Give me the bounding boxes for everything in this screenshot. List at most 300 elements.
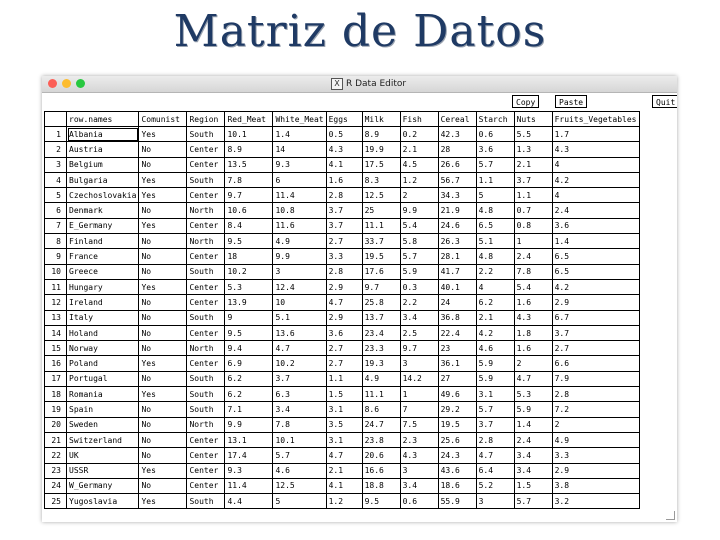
data-cell[interactable]: 1 xyxy=(400,387,438,402)
data-cell[interactable]: 4 xyxy=(552,157,639,172)
data-cell[interactable]: 4.2 xyxy=(552,172,639,187)
data-cell[interactable]: 0.3 xyxy=(400,279,438,294)
data-cell[interactable]: 25.8 xyxy=(362,295,400,310)
data-cell[interactable]: South xyxy=(187,402,225,417)
data-cell[interactable]: 5.3 xyxy=(225,279,273,294)
data-cell[interactable]: Yugoslavia xyxy=(67,494,139,509)
data-cell[interactable]: 5.9 xyxy=(514,402,552,417)
data-cell[interactable]: No xyxy=(139,325,187,340)
data-cell[interactable]: 2.5 xyxy=(400,325,438,340)
data-cell[interactable]: 3 xyxy=(273,264,326,279)
data-cell[interactable]: 4.9 xyxy=(362,371,400,386)
data-cell[interactable]: 34.3 xyxy=(438,188,476,203)
data-cell[interactable]: South xyxy=(187,371,225,386)
data-cell[interactable]: Center xyxy=(187,279,225,294)
data-cell[interactable]: 23 xyxy=(438,341,476,356)
data-cell[interactable]: 8.4 xyxy=(225,218,273,233)
data-cell[interactable]: 9.9 xyxy=(273,249,326,264)
data-cell[interactable]: No xyxy=(139,448,187,463)
data-cell[interactable]: 7.1 xyxy=(225,402,273,417)
data-cell[interactable]: 6.5 xyxy=(552,249,639,264)
data-cell[interactable]: 6.4 xyxy=(476,463,514,478)
data-cell[interactable]: 4.7 xyxy=(476,448,514,463)
data-cell[interactable]: 14.2 xyxy=(400,371,438,386)
data-cell[interactable]: 23.8 xyxy=(362,432,400,447)
data-cell[interactable]: E_Germany xyxy=(67,218,139,233)
data-cell[interactable]: 16.6 xyxy=(362,463,400,478)
data-cell[interactable]: 2.4 xyxy=(552,203,639,218)
data-cell[interactable]: 4.1 xyxy=(326,157,362,172)
data-cell[interactable]: Center xyxy=(187,188,225,203)
data-cell[interactable]: 21.9 xyxy=(438,203,476,218)
data-cell[interactable]: 6.7 xyxy=(552,310,639,325)
data-cell[interactable]: South xyxy=(187,264,225,279)
data-cell[interactable]: 19.3 xyxy=(362,356,400,371)
data-cell[interactable]: 43.6 xyxy=(438,463,476,478)
data-cell[interactable]: 6.5 xyxy=(476,218,514,233)
data-cell[interactable]: 4 xyxy=(552,188,639,203)
data-cell[interactable]: 4.6 xyxy=(476,341,514,356)
data-cell[interactable]: 28.1 xyxy=(438,249,476,264)
data-cell[interactable]: 2.1 xyxy=(326,463,362,478)
data-cell[interactable]: Center xyxy=(187,448,225,463)
data-cell[interactable]: 1.2 xyxy=(326,494,362,509)
column-header-fish[interactable]: Fish xyxy=(400,112,438,127)
data-cell[interactable]: 26.3 xyxy=(438,234,476,249)
data-cell[interactable]: Belgium xyxy=(67,157,139,172)
minimize-window-button[interactable] xyxy=(62,79,71,88)
data-cell[interactable]: 10.2 xyxy=(225,264,273,279)
data-cell[interactable]: 5.7 xyxy=(476,402,514,417)
data-cell[interactable]: 24.6 xyxy=(438,218,476,233)
data-cell[interactable]: 5.2 xyxy=(476,478,514,493)
data-cell[interactable]: 0.7 xyxy=(514,203,552,218)
data-cell[interactable]: 7.9 xyxy=(552,371,639,386)
data-cell[interactable]: 5.3 xyxy=(514,387,552,402)
data-cell[interactable]: 1.4 xyxy=(552,234,639,249)
data-cell[interactable]: 9.4 xyxy=(225,341,273,356)
data-cell[interactable]: North xyxy=(187,234,225,249)
data-cell[interactable]: No xyxy=(139,142,187,157)
data-cell[interactable]: 10.8 xyxy=(273,203,326,218)
data-cell[interactable]: 2 xyxy=(552,417,639,432)
data-cell[interactable]: Spain xyxy=(67,402,139,417)
data-cell[interactable]: 2.9 xyxy=(552,295,639,310)
data-cell[interactable]: 5.4 xyxy=(514,279,552,294)
data-cell[interactable]: Center xyxy=(187,157,225,172)
data-cell[interactable]: 36.8 xyxy=(438,310,476,325)
close-window-button[interactable] xyxy=(48,79,57,88)
data-cell[interactable]: 1.5 xyxy=(514,478,552,493)
data-cell[interactable]: 4.5 xyxy=(400,157,438,172)
data-cell[interactable]: 1.2 xyxy=(400,172,438,187)
data-cell[interactable]: North xyxy=(187,417,225,432)
data-cell[interactable]: 3.1 xyxy=(326,402,362,417)
data-cell[interactable]: 1.3 xyxy=(514,142,552,157)
data-cell[interactable]: 4.3 xyxy=(326,142,362,157)
data-cell[interactable]: 5.5 xyxy=(514,127,552,142)
data-cell[interactable]: No xyxy=(139,157,187,172)
data-cell[interactable]: 3 xyxy=(400,356,438,371)
data-cell[interactable]: 28 xyxy=(438,142,476,157)
column-header-nuts[interactable]: Nuts xyxy=(514,112,552,127)
data-cell[interactable]: 4.6 xyxy=(273,463,326,478)
data-cell[interactable]: 3.5 xyxy=(326,417,362,432)
data-cell[interactable]: Austria xyxy=(67,142,139,157)
data-cell[interactable]: 19.9 xyxy=(362,142,400,157)
data-cell[interactable]: 13.7 xyxy=(362,310,400,325)
data-cell[interactable]: 4.3 xyxy=(514,310,552,325)
data-cell[interactable]: 6.3 xyxy=(273,387,326,402)
data-cell[interactable]: 10.2 xyxy=(273,356,326,371)
data-cell[interactable]: 9.9 xyxy=(225,417,273,432)
data-cell[interactable]: 5.9 xyxy=(476,356,514,371)
data-cell[interactable]: Yes xyxy=(139,279,187,294)
data-cell[interactable]: 6.9 xyxy=(225,356,273,371)
data-cell[interactable]: South xyxy=(187,387,225,402)
data-cell[interactable]: 4.3 xyxy=(400,448,438,463)
data-cell[interactable]: Hungary xyxy=(67,279,139,294)
data-cell[interactable]: 5.1 xyxy=(273,310,326,325)
data-cell[interactable]: Poland xyxy=(67,356,139,371)
data-cell[interactable]: 13.9 xyxy=(225,295,273,310)
data-cell[interactable]: 10.1 xyxy=(273,432,326,447)
data-cell[interactable]: 23.4 xyxy=(362,325,400,340)
data-cell[interactable]: 12.5 xyxy=(362,188,400,203)
data-cell[interactable]: 2.7 xyxy=(326,234,362,249)
data-cell[interactable]: 6 xyxy=(273,172,326,187)
data-cell[interactable]: 55.9 xyxy=(438,494,476,509)
data-cell[interactable]: 7.2 xyxy=(552,402,639,417)
data-cell[interactable]: 2 xyxy=(514,356,552,371)
data-cell[interactable]: 1.1 xyxy=(514,188,552,203)
data-cell[interactable]: 9.3 xyxy=(273,157,326,172)
data-cell[interactable]: 4.4 xyxy=(225,494,273,509)
data-cell[interactable]: 1.1 xyxy=(326,371,362,386)
data-cell[interactable]: No xyxy=(139,295,187,310)
data-cell[interactable]: 1.4 xyxy=(514,417,552,432)
data-cell[interactable]: 4.8 xyxy=(476,203,514,218)
data-cell[interactable]: 4.9 xyxy=(273,234,326,249)
data-cell[interactable]: 6.6 xyxy=(552,356,639,371)
zoom-window-button[interactable] xyxy=(76,79,85,88)
data-cell[interactable]: 9.5 xyxy=(362,494,400,509)
data-cell[interactable]: 1.1 xyxy=(476,172,514,187)
quit-button[interactable]: Quit xyxy=(652,95,677,108)
data-cell[interactable]: 0.2 xyxy=(400,127,438,142)
data-cell[interactable]: 0.6 xyxy=(476,127,514,142)
data-cell[interactable]: North xyxy=(187,341,225,356)
data-cell[interactable]: W_Germany xyxy=(67,478,139,493)
data-cell[interactable]: 8.9 xyxy=(225,142,273,157)
data-cell[interactable]: No xyxy=(139,203,187,218)
data-cell[interactable]: 0.6 xyxy=(400,494,438,509)
data-cell[interactable]: 25.6 xyxy=(438,432,476,447)
data-cell[interactable]: 14 xyxy=(273,142,326,157)
data-cell[interactable]: 13.1 xyxy=(225,432,273,447)
data-cell[interactable]: 24.3 xyxy=(438,448,476,463)
column-header-eggs[interactable]: Eggs xyxy=(326,112,362,127)
data-cell[interactable]: 13.6 xyxy=(273,325,326,340)
column-header-fruits-vegetables[interactable]: Fruits_Vegetables xyxy=(552,112,639,127)
data-cell[interactable]: 33.7 xyxy=(362,234,400,249)
data-cell[interactable]: Center xyxy=(187,142,225,157)
data-cell[interactable]: 5.7 xyxy=(476,157,514,172)
data-cell[interactable]: South xyxy=(187,127,225,142)
data-cell[interactable]: Center xyxy=(187,478,225,493)
data-cell[interactable]: Center xyxy=(187,432,225,447)
data-cell[interactable]: No xyxy=(139,310,187,325)
data-cell[interactable]: 10.6 xyxy=(225,203,273,218)
data-cell[interactable]: Yes xyxy=(139,387,187,402)
data-cell[interactable]: 8.9 xyxy=(362,127,400,142)
data-cell[interactable]: 6.5 xyxy=(552,264,639,279)
data-cell[interactable]: 3.7 xyxy=(273,371,326,386)
data-cell[interactable]: 3.4 xyxy=(273,402,326,417)
data-cell[interactable]: 5.7 xyxy=(514,494,552,509)
data-cell[interactable]: 9.3 xyxy=(225,463,273,478)
data-cell[interactable]: 0.8 xyxy=(514,218,552,233)
data-cell[interactable]: Center xyxy=(187,295,225,310)
data-cell[interactable]: 9.7 xyxy=(362,279,400,294)
data-cell[interactable]: 49.6 xyxy=(438,387,476,402)
data-cell[interactable]: 5.8 xyxy=(400,234,438,249)
data-cell[interactable]: 5.9 xyxy=(476,371,514,386)
data-cell[interactable]: Bulgaria xyxy=(67,172,139,187)
data-cell[interactable]: South xyxy=(187,172,225,187)
data-cell[interactable]: Czechoslovakia xyxy=(67,188,139,203)
data-cell[interactable]: 4.2 xyxy=(476,325,514,340)
data-cell[interactable]: 1.6 xyxy=(514,341,552,356)
data-cell[interactable]: Yes xyxy=(139,463,187,478)
column-header-comunist[interactable]: Comunist xyxy=(139,112,187,127)
data-cell[interactable]: 3.3 xyxy=(552,448,639,463)
data-cell[interactable]: 4.7 xyxy=(514,371,552,386)
data-cell[interactable]: No xyxy=(139,478,187,493)
data-cell[interactable]: 2.4 xyxy=(514,432,552,447)
data-cell[interactable]: 2.8 xyxy=(326,264,362,279)
data-cell[interactable]: Yes xyxy=(139,188,187,203)
data-cell[interactable]: 6.2 xyxy=(476,295,514,310)
data-cell[interactable]: 7 xyxy=(400,402,438,417)
data-cell[interactable]: 3.2 xyxy=(552,494,639,509)
data-cell[interactable]: 2.9 xyxy=(552,463,639,478)
data-cell[interactable]: North xyxy=(187,203,225,218)
data-cell[interactable]: 2.9 xyxy=(326,279,362,294)
data-cell[interactable]: Yes xyxy=(139,172,187,187)
data-cell[interactable]: 3.7 xyxy=(476,417,514,432)
data-cell[interactable]: Albania xyxy=(67,127,139,142)
data-cell[interactable]: 3.1 xyxy=(326,432,362,447)
data-cell[interactable]: 9.9 xyxy=(400,203,438,218)
data-cell[interactable]: 11.4 xyxy=(225,478,273,493)
data-cell[interactable]: Norway xyxy=(67,341,139,356)
data-cell[interactable]: 7.8 xyxy=(514,264,552,279)
data-cell[interactable]: 5.7 xyxy=(273,448,326,463)
paste-button[interactable]: Paste xyxy=(555,95,587,108)
data-cell[interactable]: Center xyxy=(187,325,225,340)
data-cell[interactable]: 8.6 xyxy=(362,402,400,417)
data-cell[interactable]: 5 xyxy=(476,188,514,203)
data-cell[interactable]: No xyxy=(139,432,187,447)
data-cell[interactable]: 3.7 xyxy=(514,172,552,187)
data-cell[interactable]: 56.7 xyxy=(438,172,476,187)
data-cell[interactable]: 36.1 xyxy=(438,356,476,371)
data-cell[interactable]: 9.5 xyxy=(225,325,273,340)
data-cell[interactable]: Switzerland xyxy=(67,432,139,447)
data-cell[interactable]: 22.4 xyxy=(438,325,476,340)
data-cell[interactable]: 1.6 xyxy=(326,172,362,187)
data-cell[interactable]: 2.7 xyxy=(552,341,639,356)
data-cell[interactable]: Yes xyxy=(139,356,187,371)
data-cell[interactable]: 2.4 xyxy=(514,249,552,264)
data-cell[interactable]: 20.6 xyxy=(362,448,400,463)
data-cell[interactable]: 10 xyxy=(273,295,326,310)
column-header-white-meat[interactable]: White_Meat xyxy=(273,112,326,127)
data-cell[interactable]: 17.4 xyxy=(225,448,273,463)
data-cell[interactable]: 1.8 xyxy=(514,325,552,340)
data-cell[interactable]: 4.8 xyxy=(476,249,514,264)
data-cell[interactable]: 4.3 xyxy=(552,142,639,157)
data-cell[interactable]: 4.1 xyxy=(326,478,362,493)
data-cell[interactable]: Center xyxy=(187,356,225,371)
data-cell[interactable]: 3.1 xyxy=(476,387,514,402)
data-cell[interactable]: No xyxy=(139,234,187,249)
data-cell[interactable]: UK xyxy=(67,448,139,463)
data-cell[interactable]: 5.9 xyxy=(400,264,438,279)
data-cell[interactable]: South xyxy=(187,310,225,325)
data-cell[interactable]: Holand xyxy=(67,325,139,340)
data-cell[interactable]: 18.6 xyxy=(438,478,476,493)
data-cell[interactable]: Yes xyxy=(139,494,187,509)
data-cell[interactable]: No xyxy=(139,264,187,279)
data-cell[interactable]: 4.7 xyxy=(273,341,326,356)
data-cell[interactable]: 24 xyxy=(438,295,476,310)
data-cell[interactable]: 9.7 xyxy=(225,188,273,203)
data-cell[interactable]: 5.1 xyxy=(476,234,514,249)
data-cell[interactable]: Ireland xyxy=(67,295,139,310)
data-cell[interactable]: 1.7 xyxy=(552,127,639,142)
data-cell[interactable]: 0.5 xyxy=(326,127,362,142)
data-cell[interactable]: 7.5 xyxy=(400,417,438,432)
data-cell[interactable]: 17.5 xyxy=(362,157,400,172)
data-cell[interactable]: 19.5 xyxy=(438,417,476,432)
data-cell[interactable]: 2.9 xyxy=(326,310,362,325)
data-cell[interactable]: 11.6 xyxy=(273,218,326,233)
data-cell[interactable]: 23.3 xyxy=(362,341,400,356)
data-cell[interactable]: 8.3 xyxy=(362,172,400,187)
data-cell[interactable]: 19.5 xyxy=(362,249,400,264)
data-cell[interactable]: 3 xyxy=(400,463,438,478)
data-cell[interactable]: 7.8 xyxy=(225,172,273,187)
data-cell[interactable]: Yes xyxy=(139,218,187,233)
data-cell[interactable]: Portugal xyxy=(67,371,139,386)
data-cell[interactable]: 3 xyxy=(476,494,514,509)
data-cell[interactable]: 4.7 xyxy=(326,448,362,463)
data-cell[interactable]: USSR xyxy=(67,463,139,478)
data-cell[interactable]: 11.4 xyxy=(273,188,326,203)
data-cell[interactable]: 18 xyxy=(225,249,273,264)
column-header-region[interactable]: Region xyxy=(187,112,225,127)
data-cell[interactable]: 26.6 xyxy=(438,157,476,172)
data-cell[interactable]: Center xyxy=(187,218,225,233)
data-cell[interactable]: 3.7 xyxy=(552,325,639,340)
data-cell[interactable]: 3.6 xyxy=(326,325,362,340)
data-cell[interactable]: 3.7 xyxy=(326,203,362,218)
data-cell[interactable]: 9 xyxy=(225,310,273,325)
data-cell[interactable]: No xyxy=(139,249,187,264)
data-cell[interactable]: 17.6 xyxy=(362,264,400,279)
data-cell[interactable]: Center xyxy=(187,463,225,478)
data-cell[interactable]: 1.4 xyxy=(273,127,326,142)
data-cell[interactable]: Center xyxy=(187,249,225,264)
column-header-starch[interactable]: Starch xyxy=(476,112,514,127)
copy-button[interactable]: Copy xyxy=(512,95,539,108)
data-cell[interactable]: 24.7 xyxy=(362,417,400,432)
data-cell[interactable]: 1 xyxy=(514,234,552,249)
data-cell[interactable]: 2.1 xyxy=(476,310,514,325)
data-cell[interactable]: 4.7 xyxy=(326,295,362,310)
data-cell[interactable]: 3.4 xyxy=(400,310,438,325)
data-cell[interactable]: 18.8 xyxy=(362,478,400,493)
data-cell[interactable]: 42.3 xyxy=(438,127,476,142)
data-cell[interactable]: 2.8 xyxy=(476,432,514,447)
data-cell[interactable]: 2.2 xyxy=(476,264,514,279)
data-cell[interactable]: 3.3 xyxy=(326,249,362,264)
data-cell[interactable]: South xyxy=(187,494,225,509)
column-header-milk[interactable]: Milk xyxy=(362,112,400,127)
data-cell[interactable]: 11.1 xyxy=(362,218,400,233)
data-cell[interactable]: 6.2 xyxy=(225,387,273,402)
data-cell[interactable]: 3.4 xyxy=(514,448,552,463)
data-cell[interactable]: No xyxy=(139,371,187,386)
data-cell[interactable]: 2.2 xyxy=(400,295,438,310)
data-cell[interactable]: 2.1 xyxy=(400,142,438,157)
data-cell[interactable]: 12.4 xyxy=(273,279,326,294)
data-cell[interactable]: Finland xyxy=(67,234,139,249)
data-cell[interactable]: 9.5 xyxy=(225,234,273,249)
data-cell[interactable]: 6.2 xyxy=(225,371,273,386)
data-cell[interactable]: 5.4 xyxy=(400,218,438,233)
column-header-row-names[interactable]: row.names xyxy=(67,112,139,127)
data-cell[interactable]: 27 xyxy=(438,371,476,386)
data-cell[interactable]: 5 xyxy=(273,494,326,509)
data-cell[interactable]: Denmark xyxy=(67,203,139,218)
data-cell[interactable]: 3.4 xyxy=(400,478,438,493)
data-cell[interactable]: 4 xyxy=(476,279,514,294)
window-titlebar[interactable] xyxy=(42,76,677,93)
data-cell[interactable]: 10.1 xyxy=(225,127,273,142)
data-cell[interactable]: Greece xyxy=(67,264,139,279)
data-cell[interactable]: 13.5 xyxy=(225,157,273,172)
data-cell[interactable]: 3.6 xyxy=(552,218,639,233)
column-header-cereal[interactable]: Cereal xyxy=(438,112,476,127)
data-cell[interactable]: 11.1 xyxy=(362,387,400,402)
data-cell[interactable]: 2.7 xyxy=(326,341,362,356)
data-cell[interactable]: 2.3 xyxy=(400,432,438,447)
data-cell[interactable]: 1.6 xyxy=(514,295,552,310)
data-cell[interactable]: Romania xyxy=(67,387,139,402)
data-cell[interactable]: 1.5 xyxy=(326,387,362,402)
data-cell[interactable]: 25 xyxy=(362,203,400,218)
data-cell[interactable]: Italy xyxy=(67,310,139,325)
data-cell[interactable]: 4.2 xyxy=(552,279,639,294)
data-cell[interactable]: 2.1 xyxy=(514,157,552,172)
data-cell[interactable]: 3.6 xyxy=(476,142,514,157)
column-header-red-meat[interactable]: Red_Meat xyxy=(225,112,273,127)
data-cell[interactable]: 3.7 xyxy=(326,218,362,233)
data-cell[interactable]: 2 xyxy=(400,188,438,203)
